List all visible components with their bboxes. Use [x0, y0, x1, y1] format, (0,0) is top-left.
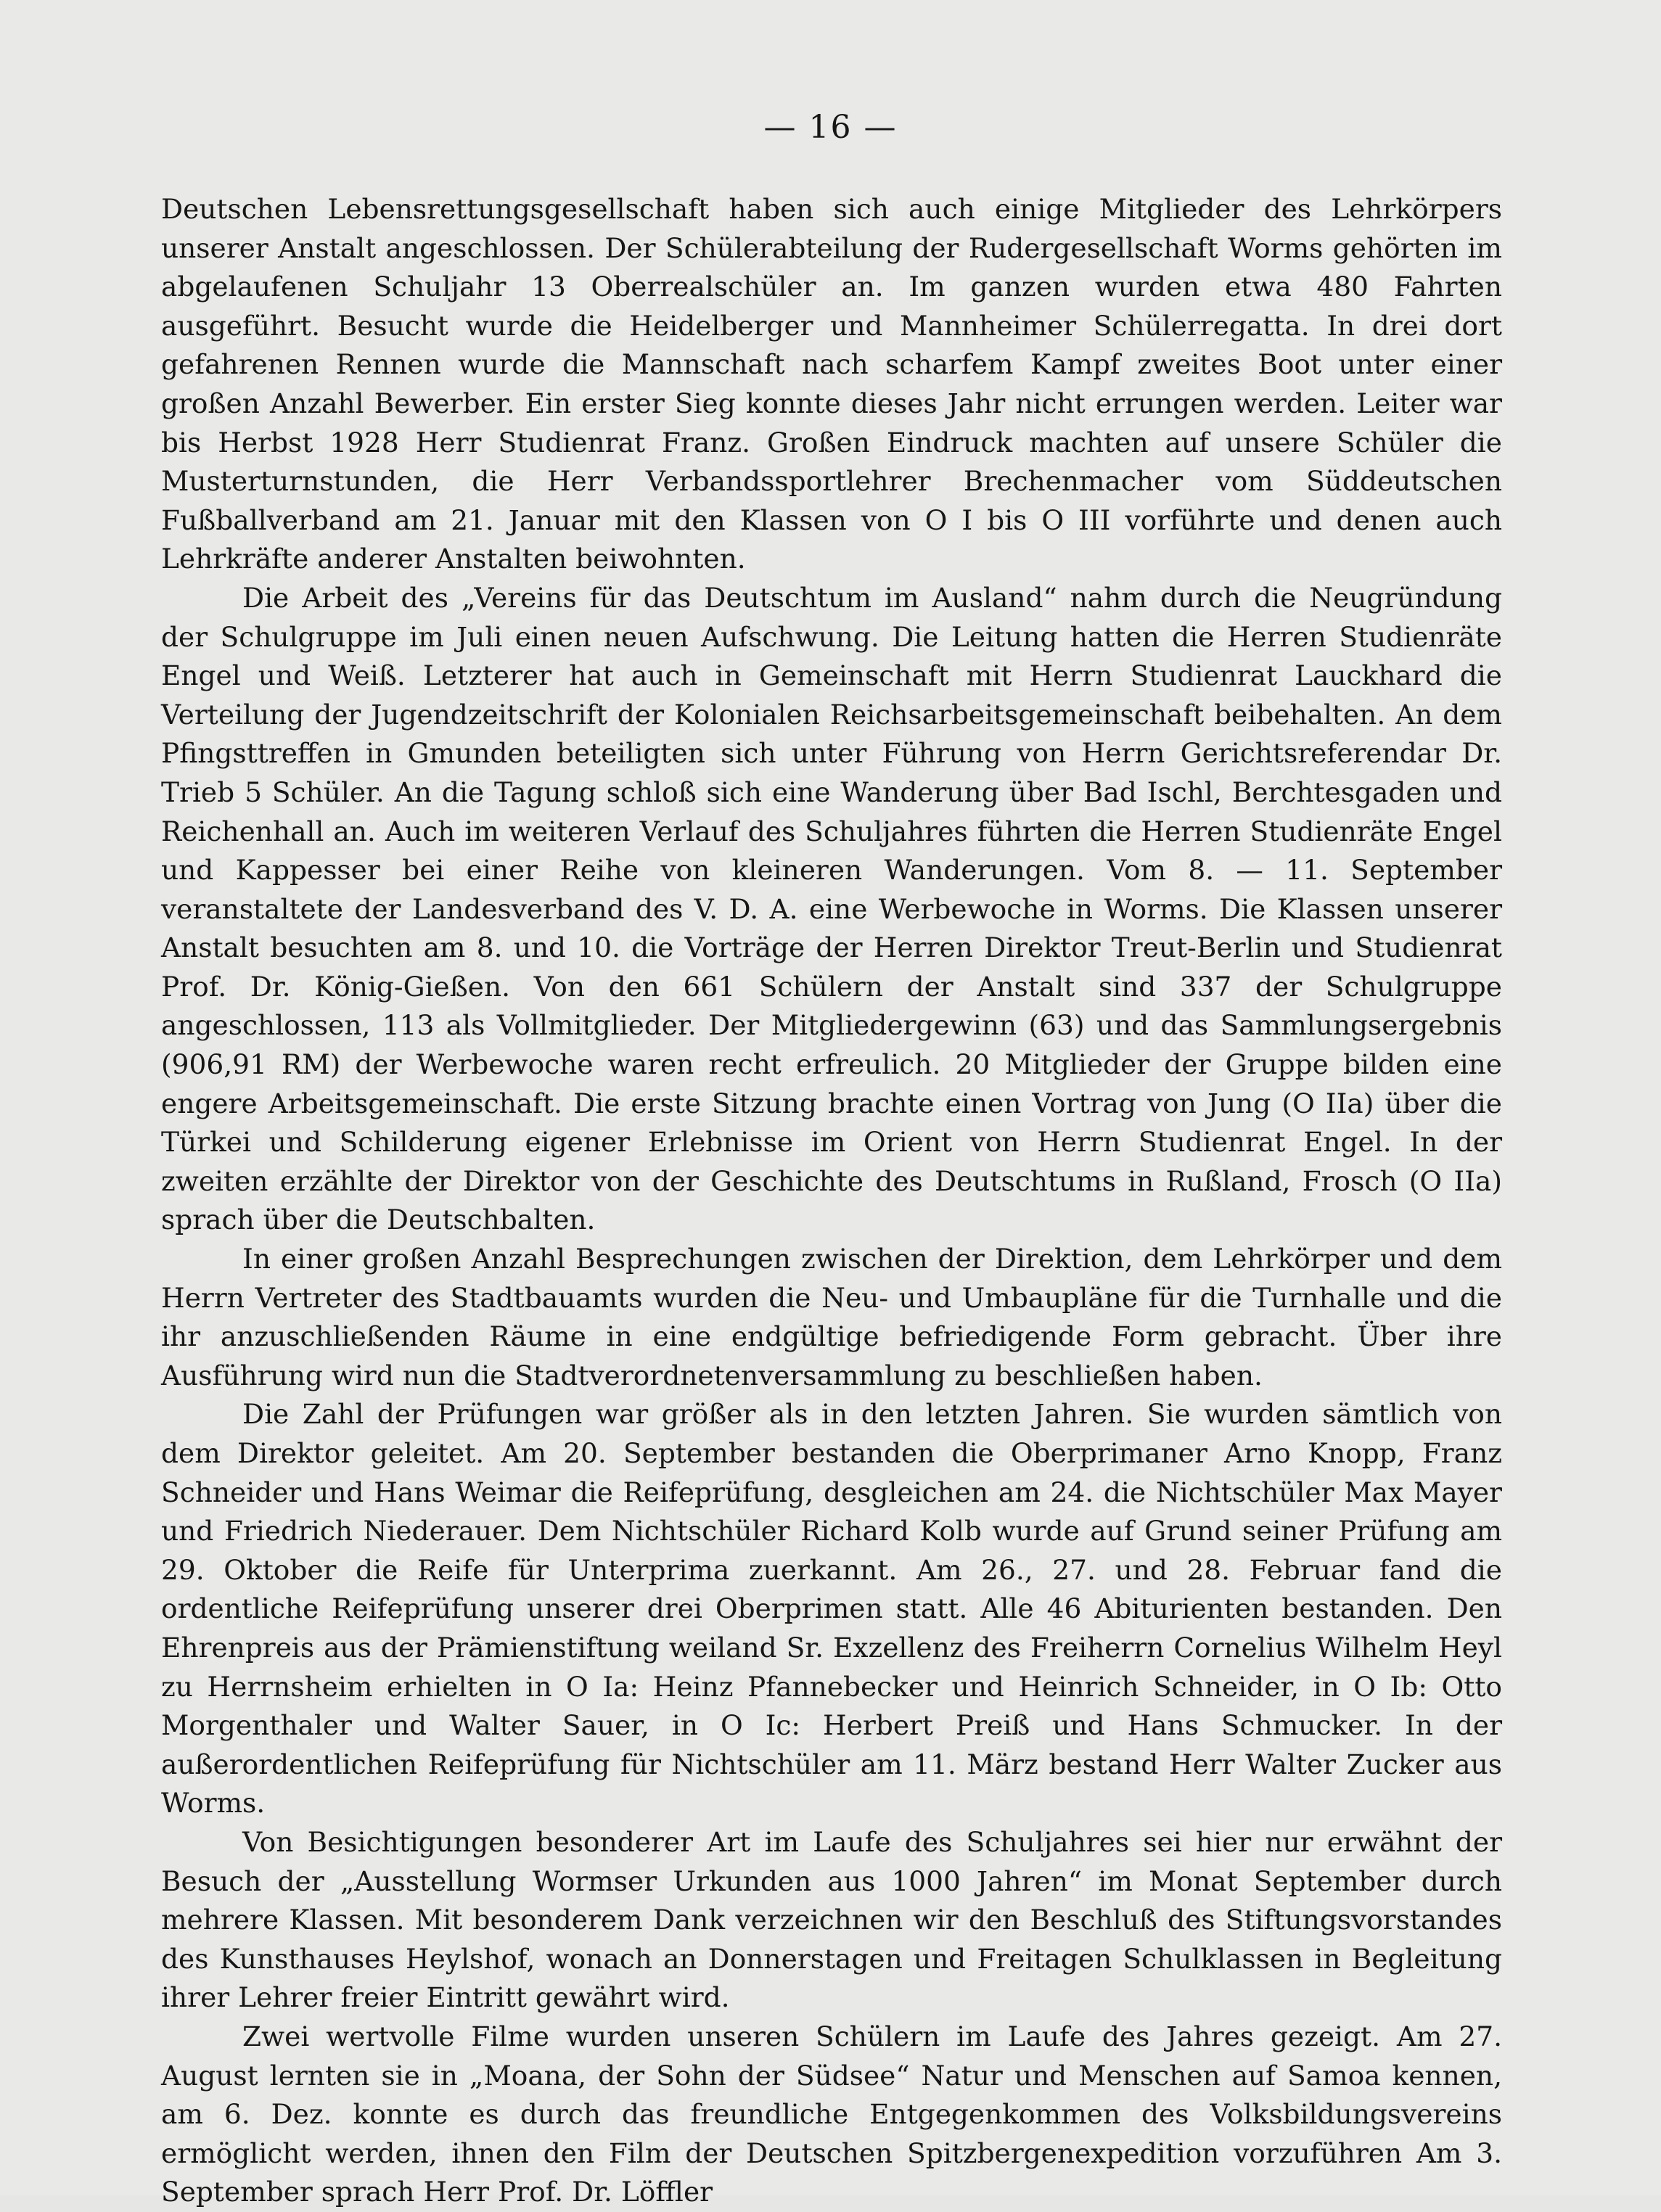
page-number: — 16 — [763, 109, 898, 146]
body-text [161, 190, 1502, 2212]
paragraph-lifesaving-rowing: Deutschen Lebensrettungsgesellschaft haben sich auch einige Mitglieder des Lehrkörpers unserer Anstalt angeschlossen. Der Schülerabteilung der Rudergesellschaft Worms gehörten im abgelaufenen Schuljahr 13 Oberrealschüler an. Im ganzen wurden etwa 480 Fahrten ausgeführt. Besucht wurde die Heidelberger und Mannheimer Schülerregatta. In drei dort gefahrenen Rennen wurde die Mannschaft nach scharfem Kampf zweites Boot unter einer großen Anzahl Bewerber. Ein erster Sieg konnte dieses Jahr nicht errungen werden. Leiter war bis Herbst 1928 Herr Studienrat Franz. Großen Eindruck machten auf unsere Schüler die Musterturnstunden, die Herr Verbandssportlehrer Brechenmacher vom Süddeutschen Fußballverband am 21. Januar mit den Klassen von O I bis O III vorführte und denen auch Lehrkräfte anderer Anstalten beiwohnten. [161, 193, 1502, 575]
paragraph-examinations: Die Zahl der Prüfungen war größer als in den letzten Jahren. Sie wurden sämtlich von dem Direktor geleitet. Am 20. September bestanden die Oberprimaner Arno Knopp, Franz Schneider und Hans Weimar die Reifeprüfung, desgleichen am 24. die Nichtschüler Max Mayer und Friedrich Niederauer. Dem Nichtschüler Richard Kolb wurde auf Grund seiner Prüfung am 29. Oktober die Reife für Unterprima zuerkannt. Am 26., 27. und 28. Februar fand die ordentliche Reifeprüfung unserer drei Oberprimen statt. Alle 46 Abiturienten bestanden. Den Ehrenpreis aus der Prämienstiftung weiland Sr. Exzellenz des Freiherrn Cornelius Wilhelm Heyl zu Herrnsheim erhielten in O Ia: Heinz Pfannebecker und Heinrich Schneider, in O Ib: Otto Morgenthaler und Walter Sauer, in O Ic: Herbert Preiß und Hans Schmucker. In der außerordentlichen Reifeprüfung für Nichtschüler am 11. März bestand Herr Walter Zucker aus Worms. [161, 1398, 1502, 1820]
paragraph-films: Zwei wertvolle Filme wurden unseren Schülern im Laufe des Jahres gezeigt. Am 27. August lernten sie in „Moana, der Sohn der Südsee“ Natur und Menschen auf Samoa kennen, am 6. Dez. konnte es durch das freundliche Entgegenkommen des Volksbildungsvereins ermöglicht werden, ihnen den Film der Deutschen Spitzbergenexpedition vorzuführen Am 3. September sprach Herr Prof. Dr. Löffler [161, 2020, 1502, 2208]
paragraph-vda: Die Arbeit des „Vereins für das Deutschtum im Ausland“ nahm durch die Neugründung der Schulgruppe im Juli einen neuen Aufschwung. Die Leitung hatten die Herren Studienräte Engel und Weiß. Letzterer hat auch in Gemeinschaft mit Herrn Studienrat Lauckhard die Verteilung der Jugendzeitschrift der Kolonialen Reichsarbeitsgemeinschaft beibehalten. An dem Pfingsttreffen in Gmunden beteiligten sich unter Führung von Herrn Gerichtsreferendar Dr. Trieb 5 Schüler. An die Tagung schloß sich eine Wanderung über Bad Ischl, Berchtesgaden und Reichenhall an. Auch im weiteren Verlauf des Schuljahres führten die Herren Studienräte Engel und Kappesser bei einer Reihe von kleineren Wanderungen. Vom 8. — 11. September veranstaltete der Landesverband des V. D. A. eine Werbewoche in Worms. Die Klassen unserer Anstalt besuchten am 8. und 10. die Vorträge der Herren Direktor Treut-Berlin und Studienrat Prof. Dr. König-Gießen. Von den 661 Schülern der Anstalt sind 337 der Schulgruppe angeschlossen, 113 als Vollmitglieder. Der Mitgliedergewinn (63) und das Sammlungsergebnis (906,91 RM) der Werbewoche waren recht erfreulich. 20 Mitglieder der Gruppe bilden eine engere Arbeitsgemeinschaft. Die erste Sitzung brachte einen Vortrag von Jung (O IIa) über die Türkei und Schilderung eigener Erlebnisse im Orient von Herrn Studienrat Engel. In der zweiten erzählte der Direktor von der Geschichte des Deutschtums in Rußland, Frosch (O IIa) sprach über die Deutschbalten. [161, 581, 1502, 1236]
paragraph-visits: Von Besichtigungen besonderer Art im Laufe des Schuljahres sei hier nur erwähnt der Besuch der „Ausstellung Wormser Urkunden aus 1000 Jahren“ im Monat September durch mehrere Klassen. Mit besonderem Dank verzeichnen wir den Beschluß des Stiftungsvorstandes des Kunsthauses Heylshof, wonach an Donnerstagen und Freitagen Schulklassen in Begleitung ihrer Lehrer freier Eintritt gewährt wird. [161, 1825, 1502, 2014]
paragraph-building-plans: In einer großen Anzahl Besprechungen zwischen der Direktion, dem Lehrkörper und dem Herrn Vertreter des Stadtbauamts wurden die Neu- und Umbaupläne für die Turnhalle und die ihr anzuschließenden Räume in eine endgültige befriedigende Form gebracht. Über ihre Ausführung wird nun die Stadtverordnetenversammlung zu beschließen haben. [161, 1243, 1502, 1391]
